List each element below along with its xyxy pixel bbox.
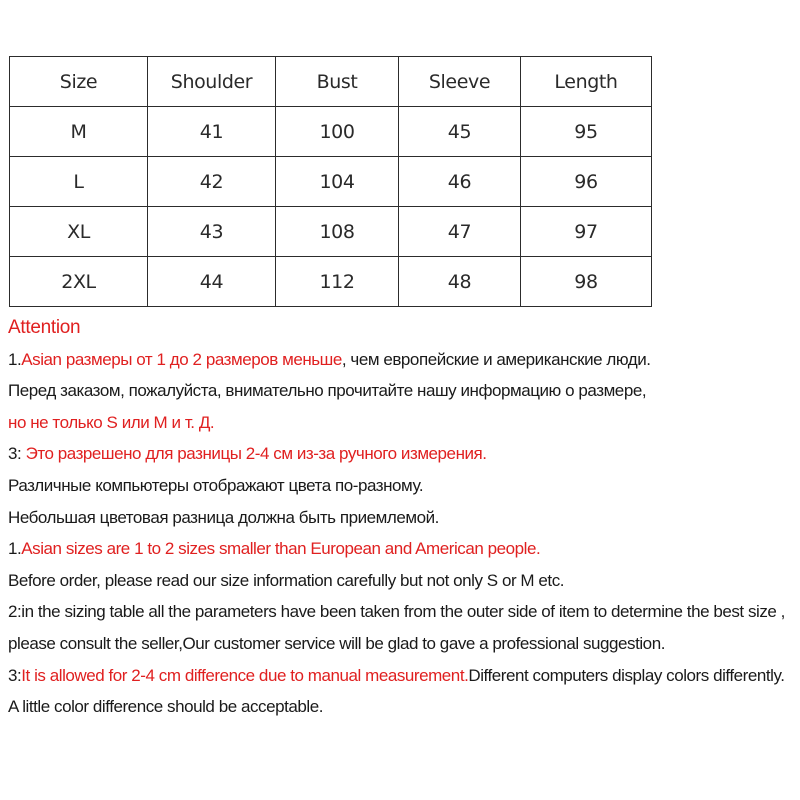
note-line-en-1 <box>8 533 798 565</box>
note-number: 1. <box>8 349 22 369</box>
table-row <box>10 107 652 157</box>
table-cell: M <box>10 107 148 157</box>
note-line-en-4: please consult the seller,Our customer service will be glad to gave a professional suggestion. <box>8 633 665 653</box>
table-cell: 42 <box>148 157 276 207</box>
table-cell: 108 <box>276 207 399 257</box>
note-line-ru-4 <box>8 438 798 470</box>
size-notes <box>8 312 798 723</box>
table-cell: 2XL <box>10 257 148 307</box>
header-cell-length: Length <box>521 57 652 107</box>
note-line-ru-1 <box>8 344 798 376</box>
note-text: , чем европейские и американские люди. <box>341 349 651 369</box>
note-line-en-3: 2:in the sizing table all the parameters have been taken from the outer side of item to determine the best size , <box>8 602 785 622</box>
note-line-ru-3: но не только S или M и т. Д. <box>8 412 215 432</box>
note-line-en-6: A little color difference should be acceptable. <box>8 697 323 717</box>
table-cell: 97 <box>521 207 652 257</box>
table-cell: 104 <box>276 157 399 207</box>
table-cell: 48 <box>399 257 521 307</box>
header-cell-shoulder: Shoulder <box>148 57 276 107</box>
note-highlight: Asian размеры от 1 до 2 размеров меньше <box>21 349 342 369</box>
table-cell: 96 <box>521 157 652 207</box>
note-line-en-5 <box>8 660 798 692</box>
table-cell: 41 <box>148 107 276 157</box>
table-header-row <box>10 57 652 107</box>
table-cell: 112 <box>276 257 399 307</box>
note-line-ru-5: Различные компьютеры отображают цвета по-разному. <box>8 475 424 495</box>
note-number: 3: <box>8 665 22 685</box>
table-cell: 46 <box>399 157 521 207</box>
table-cell: L <box>10 157 148 207</box>
table-cell: 47 <box>399 207 521 257</box>
table-cell: 100 <box>276 107 399 157</box>
table-row <box>10 157 652 207</box>
note-number: 1. <box>8 539 22 559</box>
header-cell-sleeve: Sleeve <box>399 57 521 107</box>
table-cell: 43 <box>148 207 276 257</box>
table-cell: 98 <box>521 257 652 307</box>
note-highlight: Это разрешено для разницы 2-4 см из-за ручного измерения. <box>25 444 487 464</box>
table-cell: 45 <box>399 107 521 157</box>
note-highlight: It is allowed for 2-4 cm difference due to manual measurement. <box>21 665 469 685</box>
note-highlight: Asian sizes are 1 to 2 sizes smaller than European and American people. <box>21 539 541 559</box>
note-line-ru-6: Небольшая цветовая разница должна быть приемлемой. <box>8 507 439 527</box>
table-cell: XL <box>10 207 148 257</box>
header-cell-bust: Bust <box>276 57 399 107</box>
size-chart-table <box>9 56 652 307</box>
table-cell: 95 <box>521 107 652 157</box>
table-row <box>10 257 652 307</box>
note-number: 3: <box>8 444 26 464</box>
table-cell: 44 <box>148 257 276 307</box>
header-cell-size: Size <box>10 57 148 107</box>
note-line-ru-2: Перед заказом, пожалуйста, внимательно прочитайте нашу информацию о размере, <box>8 381 647 401</box>
note-text: Different computers display colors differently. <box>468 665 785 685</box>
note-line-en-2: Before order, please read our size information carefully but not only S or M etc. <box>8 570 565 590</box>
table-row <box>10 207 652 257</box>
attention-heading: Attention <box>8 317 81 338</box>
